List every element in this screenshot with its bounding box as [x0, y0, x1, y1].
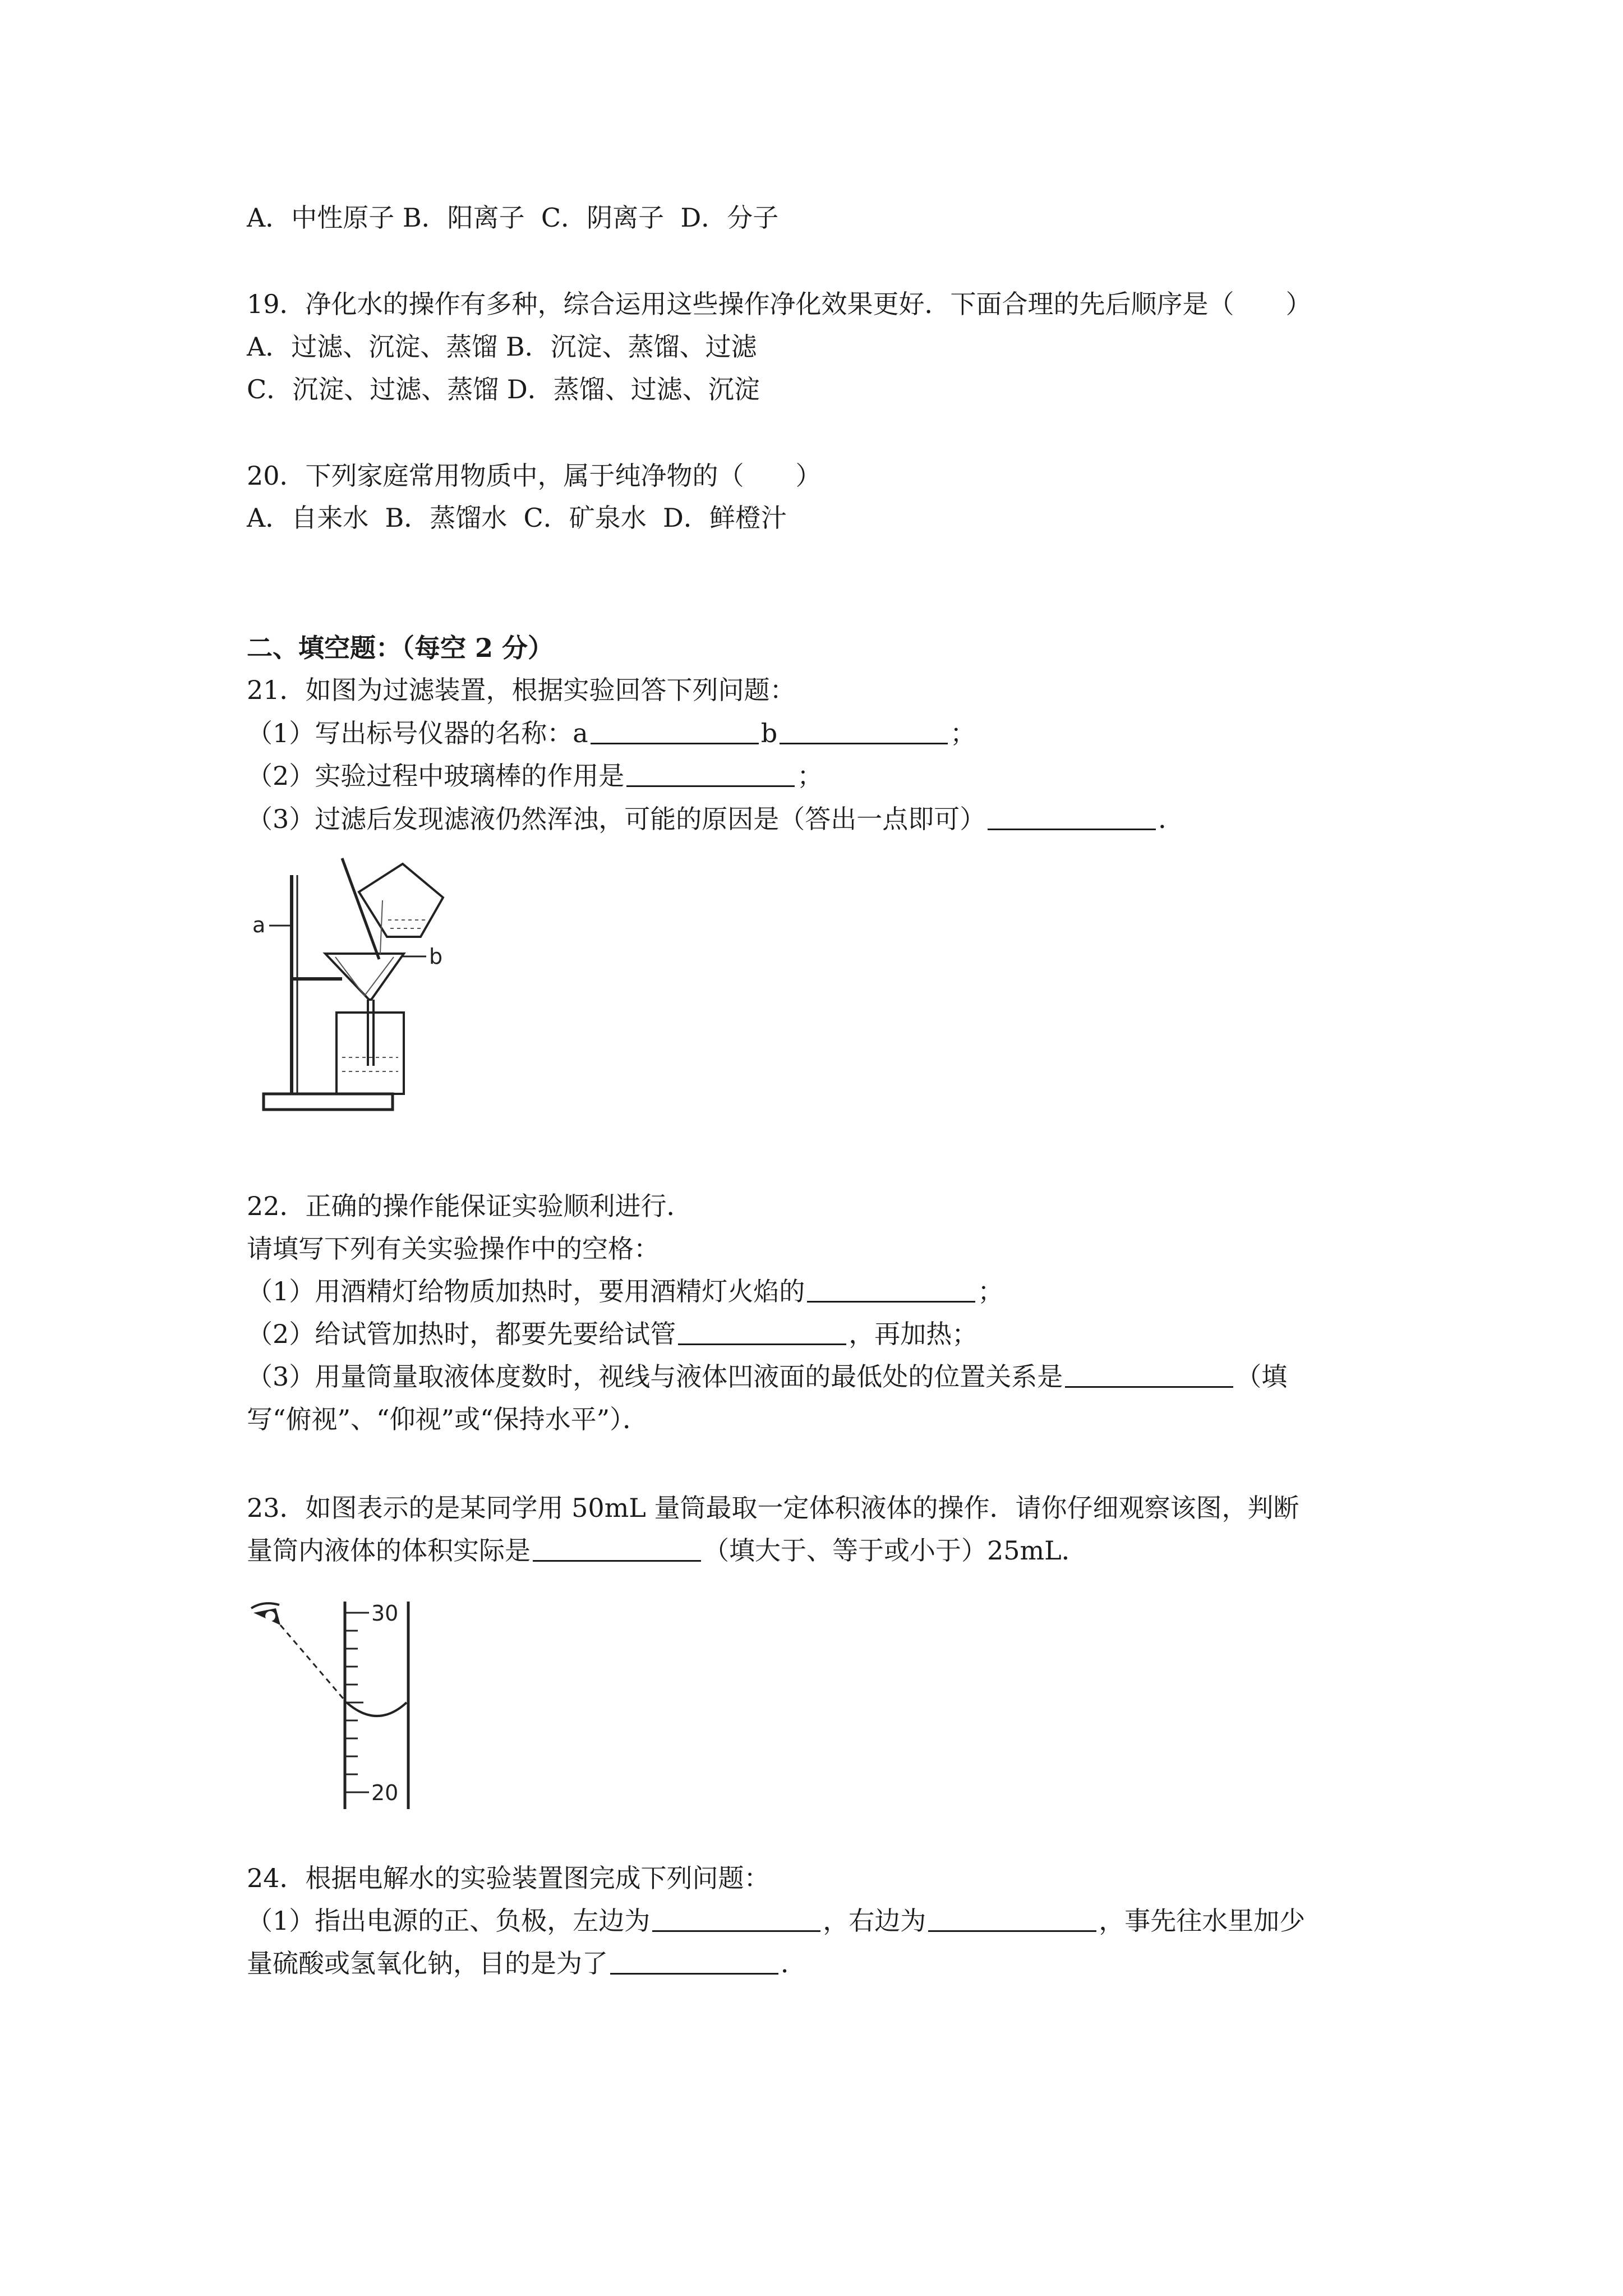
q23-blank-volume[interactable]	[533, 1535, 701, 1562]
label-b: b	[429, 944, 443, 969]
eye-icon	[251, 1603, 280, 1625]
q21-part3-end: ．	[1158, 804, 1184, 834]
q24-part1-cont	[247, 1947, 806, 1980]
q21-part1-end: ；	[950, 718, 976, 748]
q22-part3-end: （填	[1235, 1361, 1288, 1392]
label-a: a	[252, 913, 266, 937]
receiving-beaker	[336, 1013, 404, 1094]
filtration-apparatus-figure	[241, 853, 477, 1128]
q19-options-ab: A．过滤、沉淀、蒸馏 B．沉淀、蒸馏、过滤	[247, 332, 757, 362]
q22-blank-preheat[interactable]	[678, 1319, 846, 1345]
q22-stem: 22．正确的操作能保证实验顺利进行．	[247, 1191, 693, 1221]
q24-part1	[247, 1904, 1305, 1938]
q21-part2-end: ；	[797, 761, 823, 791]
meniscus	[347, 1703, 407, 1716]
section-heading-fill-in: 二、填空题：（每空 2 分）	[247, 633, 554, 663]
q24-stem: 24．根据电解水的实验装置图完成下列问题：	[247, 1863, 770, 1893]
q21-blank-b[interactable]	[780, 718, 948, 744]
q22-blank-flame[interactable]	[807, 1276, 975, 1303]
sight-line	[280, 1625, 347, 1703]
q24-blank-right[interactable]	[928, 1906, 1096, 1932]
q20-stem: 20．下列家庭常用物质中，属于纯净物的（ ）	[247, 461, 822, 491]
q21-blank-a[interactable]	[591, 718, 759, 744]
scale-bottom-label: 20	[371, 1780, 399, 1805]
q23-stem-line2	[247, 1534, 1087, 1567]
q24-part1-mid: ，右边为	[823, 1906, 926, 1936]
q21-stem: 21．如图为过滤装置，根据实验回答下列问题：	[247, 675, 796, 705]
q24-part1-end: ，事先往水里加少	[1099, 1906, 1306, 1936]
glass-rod	[342, 858, 379, 959]
q21-part3-text: （3）过滤后发现滤液仍然浑浊，可能的原因是（答出一点即可）	[247, 804, 986, 834]
stand-base	[264, 1094, 393, 1110]
q21-part1-text: （1）写出标号仪器的名称：a	[247, 718, 588, 748]
q22-part2-text: （2）给试管加热时，都要先要给试管	[247, 1319, 676, 1349]
q21-blank-reason[interactable]	[988, 804, 1156, 830]
q22-blank-sightline[interactable]	[1065, 1361, 1233, 1388]
q22-part3-text: （3）用量筒量取液体度数时，视线与液体凹液面的最低处的位置关系是	[247, 1361, 1063, 1392]
q21-part2-text: （2）实验过程中玻璃棒的作用是	[247, 761, 625, 791]
q21-part2	[247, 759, 823, 793]
q23-stem-text: 量筒内液体的体积实际是	[247, 1535, 531, 1566]
q24-blank-purpose[interactable]	[610, 1948, 778, 1975]
q22-part1-end: ；	[978, 1276, 1004, 1306]
graduated-cylinder-figure	[241, 1596, 432, 1815]
pouring-beaker	[359, 864, 443, 937]
q21-part3	[247, 802, 1184, 836]
q24-blank-left[interactable]	[652, 1906, 820, 1932]
q22-part2	[247, 1317, 978, 1351]
q21-blank-rod[interactable]	[626, 761, 795, 787]
q24-part1-cont-text: 量硫酸或氢氧化钠，目的是为了	[247, 1948, 608, 1978]
q24-part1-cont-end: ．	[781, 1948, 806, 1978]
q18-options: A．中性原子 B．阳离子 C．阴离子 D．分子	[247, 203, 779, 233]
q20-options: A．自来水 B．蒸馏水 C．矿泉水 D．鲜橙汁	[247, 503, 787, 533]
q22-intro: 请填写下列有关实验操作中的空格：	[247, 1234, 660, 1264]
q22-part2-end: ，再加热；	[849, 1319, 978, 1349]
scale-top-label: 30	[371, 1601, 399, 1626]
q19-options-cd: C．沉淀、过滤、蒸馏 D．蒸馏、过滤、沉淀	[247, 374, 760, 404]
q22-part1	[247, 1274, 1003, 1308]
q19-stem: 19．净化水的操作有多种，综合运用这些操作净化效果更好．下面合理的先后顺序是（ ）	[247, 289, 1312, 319]
funnel	[325, 954, 404, 1000]
q23-stem-end: （填大于、等于或小于）25mL．	[703, 1535, 1087, 1566]
q22-part3	[247, 1360, 1287, 1393]
scale-ticks	[345, 1613, 369, 1792]
q21-part1	[247, 716, 976, 750]
q22-part1-text: （1）用酒精灯给物质加热时，要用酒精灯火焰的	[247, 1276, 805, 1306]
q21-part1-mid: b	[760, 718, 778, 748]
q23-stem-line1: 23．如图表示的是某同学用 50mL 量筒最取一定体积液体的操作．请你仔细观察该图，判断	[247, 1493, 1299, 1523]
q24-part1-text: （1）指出电源的正、负极，左边为	[247, 1906, 651, 1936]
q22-part3-cont: 写“俯视”、“仰视”或“保持水平”）．	[247, 1404, 649, 1434]
